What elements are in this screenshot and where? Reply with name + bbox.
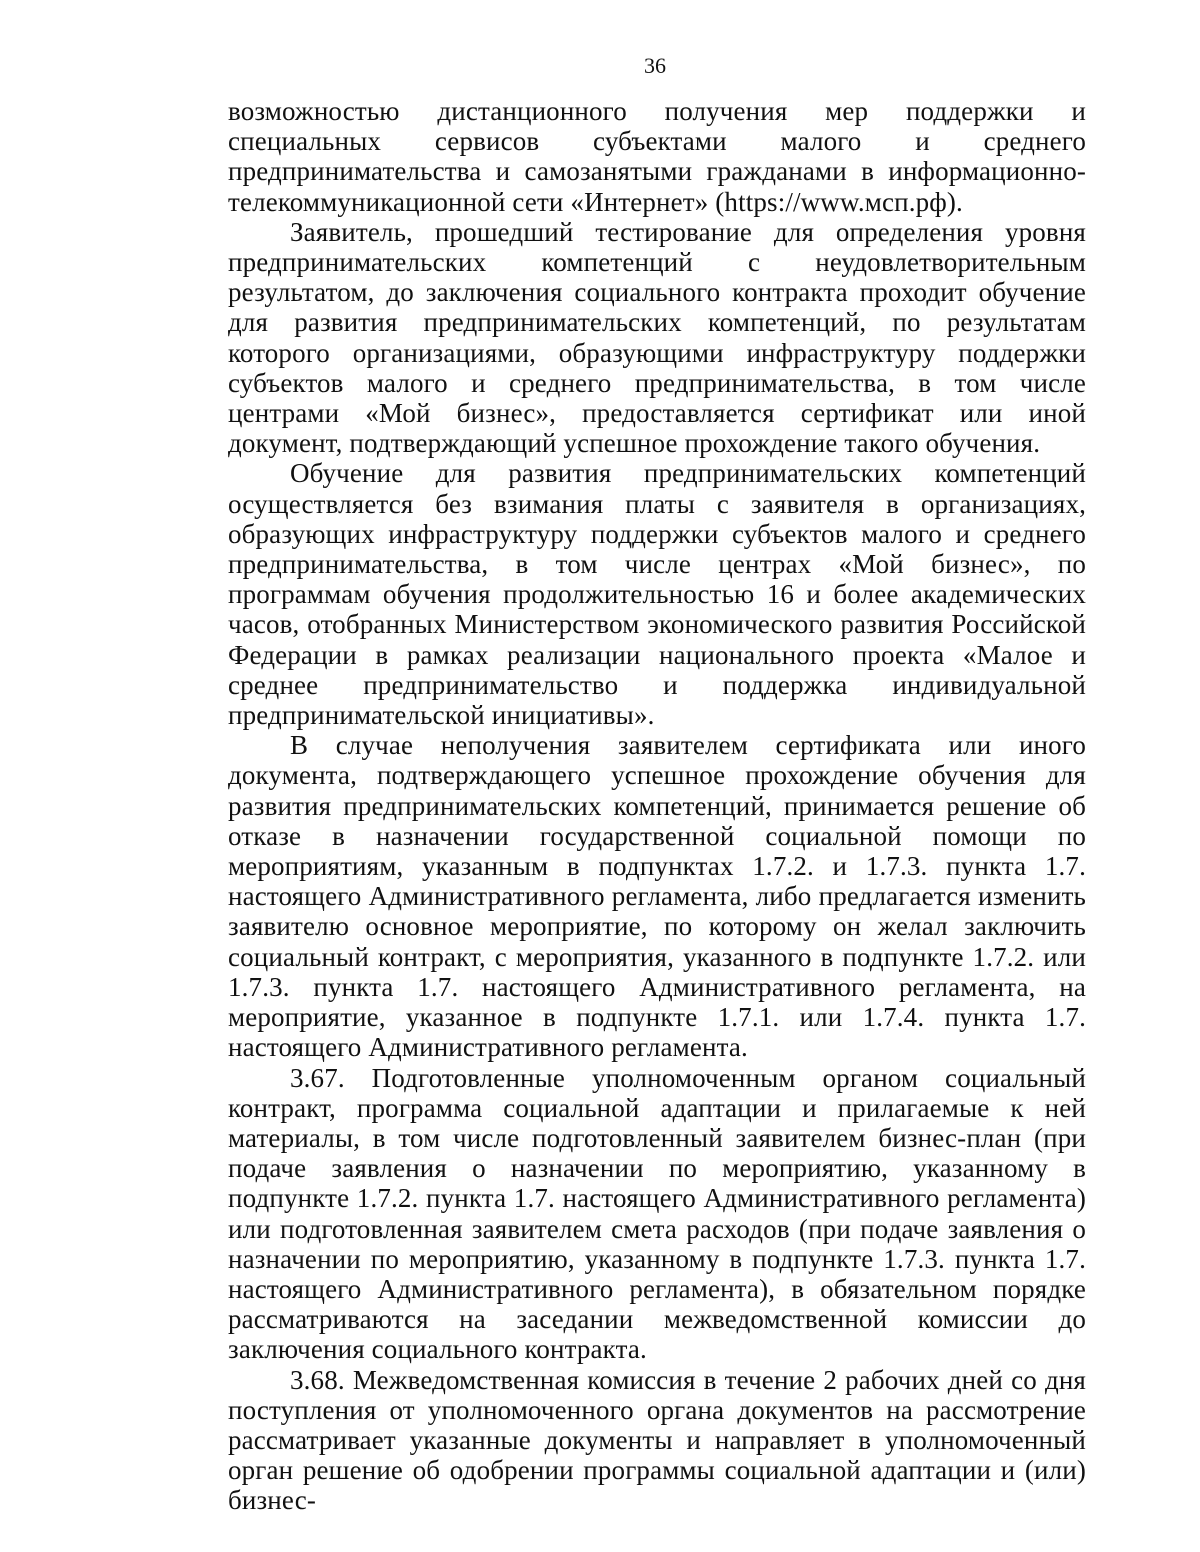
paragraph-training: Обучение для развития предпринимательских компетенций осуществляется без взимания платы с заявителя в организациях, образующих инфраструктуру поддержки субъектов малого и среднего предпринимательства, в том числе центрах «Мой бизнес», по программам обучения продолжительностью 16 и более академических часов, отобранных Министерством экономического развития Российской Федерации в рамках реализации национального проекта «Малое и среднее предпринимательство и поддержка индивидуальной предпринимательской инициативы». bbox=[228, 458, 1086, 731]
paragraph-3-68: 3.68. Межведомственная комиссия в течение 2 рабочих дней со дня поступления от уполномоченного органа документов на рассмотрение рассматривает указанные документы и направляет в уполномоченный орган решение об одобрении программы социальной адаптации и (или) бизнес- bbox=[228, 1364, 1086, 1516]
paragraph-applicant-testing: Заявитель, прошедший тестирование для определения уровня предпринимательских компетенций с неудовлетворительным результатом, до заключения социального контракта проходит обучение для развития предпринимательских компетенций, по результатам которого организациями, образующими инфраструктуру поддержки субъектов малого и среднего предпринимательства, в том числе центрами «Мой бизнес», предоставляется сертификат или иной документ, подтверждающий успешное прохождение такого обучения. bbox=[228, 216, 1086, 459]
paragraph-continuation: возможностью дистанционного получения мер поддержки и специальных сервисов субъектами малого и среднего предпринимательства и самозанятыми гражданами в информационно-телекоммуникационной сети «Интернет» (https://www.мсп.рф). bbox=[228, 96, 1086, 217]
paragraph-refusal: В случае неполучения заявителем сертификата или иного документа, подтверждающего успешное прохождение обучения для развития предпринимательских компетенций, принимается решение об отказе в назначении государственной социальной помощи по мероприятиям, указанным в подпунктах 1.7.2. и 1.7.3. пункта 1.7. настоящего Административного регламента, либо предлагается изменить заявителю основное мероприятие, по которому он желал заключить социальный контракт, с мероприятия, указанного в подпункте 1.7.2. или 1.7.3. пункта 1.7. настоящего Административного регламента, на мероприятие, указанное в подпункте 1.7.1. или 1.7.4. пункта 1.7. настоящего Административного регламента. bbox=[228, 730, 1086, 1063]
document-body bbox=[228, 96, 1086, 1516]
page-number: 36 bbox=[644, 53, 666, 78]
paragraph-3-67: 3.67. Подготовленные уполномоченным органом социальный контракт, программа социальной адаптации и прилагаемые к ней материалы, в том числе подготовленный заявителем бизнес-план (при подаче заявления о назначении по мероприятию, указанному в подпункте 1.7.2. пункта 1.7. настоящего Административного регламента) или подготовленная заявителем смета расходов (при подаче заявления о назначении по мероприятию, указанному в подпункте 1.7.3. пункта 1.7. настоящего Административного регламента), в обязательном порядке рассматриваются на заседании межведомственной комиссии до заключения социального контракта. bbox=[228, 1062, 1086, 1365]
